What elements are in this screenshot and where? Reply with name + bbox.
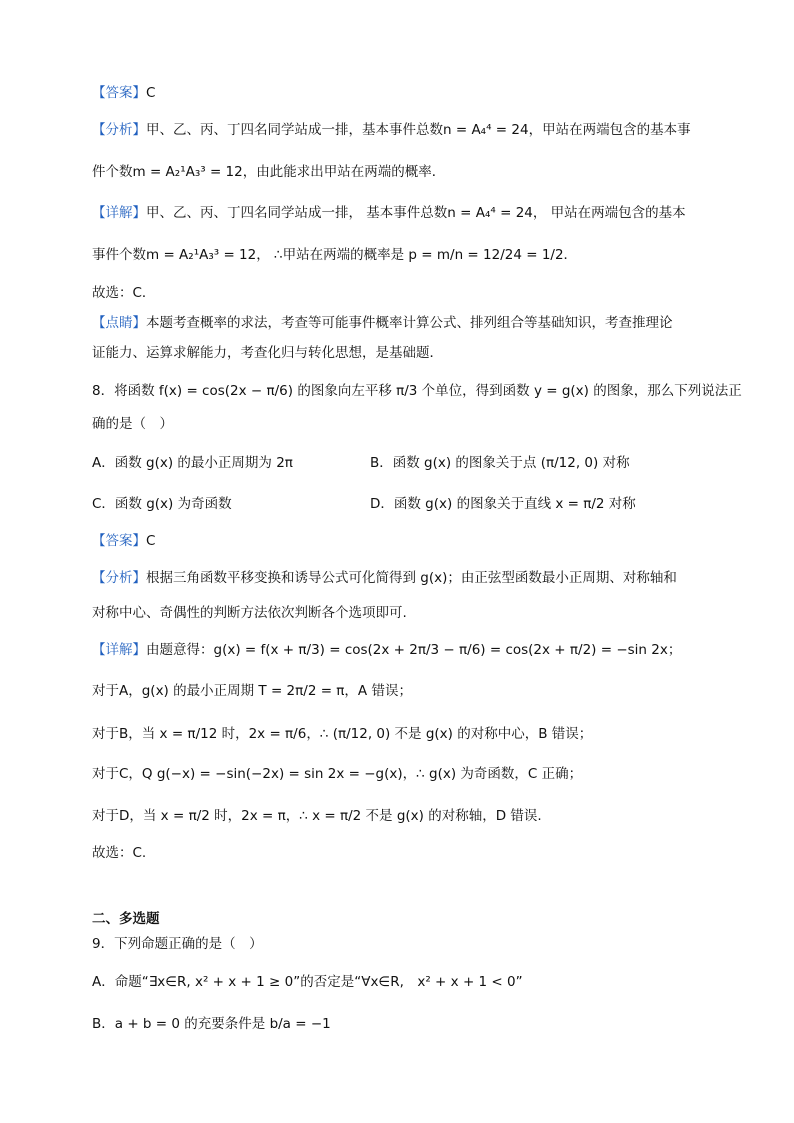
q8-answer-tag: 【答案】	[92, 533, 146, 549]
q8-answer-value: C	[146, 533, 156, 549]
q8-detail-tag: 【详解】	[92, 642, 146, 658]
q8-stem-2: 确的是（ ）	[92, 416, 173, 432]
detail-text-2: 事件个数m = A₂¹A₃³ = 12， ∴甲站在两端的概率是 p = m/n = 12/24 = 1/2．	[92, 247, 578, 263]
q8-option-d: D．函数 g(x) 的图象关于直线 x = π/2 对称	[370, 496, 636, 512]
q8-choice-line: 故选：C.	[92, 845, 147, 861]
answer-line-1	[92, 83, 155, 103]
q8-detail-line-1	[92, 640, 681, 660]
q8-detail-c: 对于C，Q g(−x) = −sin(−2x) = sin 2x = −g(x)，∴ g(x) 为奇函数，C 正确；	[92, 766, 583, 782]
q8-analysis-line-1	[92, 568, 677, 588]
q8-option-a: A．函数 g(x) 的最小正周期为 2π	[92, 455, 293, 471]
analysis-line-1	[92, 120, 691, 140]
analysis-text-1: 甲、乙、丙、丁四名同学站成一排，基本事件总数n = A₄⁴ = 24，甲站在两端包含的基本事	[146, 122, 691, 138]
q8-detail-text-1: 由题意得：g(x) = f(x + π/3) = cos(2x + 2π/3 − π/6) = cos(2x + π/2) = −sin 2x；	[146, 642, 682, 658]
q8-analysis-text-2: 对称中心、奇偶性的判断方法依次判断各个选项即可.	[92, 605, 407, 621]
q8-stem-1: 8．将函数 f(x) = cos(2x − π/6) 的图象向左平移 π/3 个单位，得到函数 y = g(x) 的图象，那么下列说法正	[92, 383, 742, 399]
q8-analysis-tag: 【分析】	[92, 570, 146, 586]
detail-text-1: 甲、乙、丙、丁四名同学站成一排， 基本事件总数n = A₄⁴ = 24， 甲站在两端包含的基本	[146, 205, 686, 221]
q8-detail-b: 对于B，当 x = π/12 时，2x = π/6，∴ (π/12, 0) 不是 g(x) 的对称中心，B 错误；	[92, 726, 593, 742]
answer-tag: 【答案】	[92, 85, 146, 101]
analysis-tag: 【分析】	[92, 122, 146, 138]
answer-value: C	[146, 85, 156, 101]
q8-detail-a: 对于A，g(x) 的最小正周期 T = 2π/2 = π，A 错误；	[92, 683, 412, 699]
q8-analysis-text-1: 根据三角函数平移变换和诱导公式可化简得到 g(x)；由正弦型函数最小正周期、对称轴和	[146, 570, 677, 586]
detail-tag: 【详解】	[92, 205, 146, 221]
q9-option-b: B．a + b = 0 的充要条件是 b/a = −1	[92, 1016, 331, 1032]
q8-option-c: C．函数 g(x) 为奇函数	[92, 496, 232, 512]
choice-line-1: 故选：C．	[92, 285, 156, 301]
comment-text-1: 本题考查概率的求法，考查等可能事件概率计算公式、排列组合等基础知识，考查推理论	[146, 315, 673, 331]
q8-answer-line	[92, 531, 155, 551]
q8-option-b: B．函数 g(x) 的图象关于点 (π/12, 0) 对称	[370, 455, 630, 471]
comment-text-2: 证能力、运算求解能力，考查化归与转化思想，是基础题．	[92, 345, 443, 361]
analysis-text-2: 件个数m = A₂¹A₃³ = 12，由此能求出甲站在两端的概率．	[92, 164, 446, 180]
comment-tag: 【点睛】	[92, 315, 146, 331]
q8-detail-d: 对于D，当 x = π/2 时，2x = π，∴ x = π/2 不是 g(x) 的对称轴，D 错误.	[92, 808, 542, 824]
section-heading: 二、多选题	[92, 911, 160, 927]
detail-line-1	[92, 203, 686, 223]
comment-line-1	[92, 313, 673, 333]
q9-option-a: A．命题“∃x∈R, x² + x + 1 ≥ 0”的否定是“∀x∈R, x² + x + 1 < 0”	[92, 974, 523, 990]
q9-stem: 9．下列命题正确的是（ ）	[92, 936, 263, 952]
